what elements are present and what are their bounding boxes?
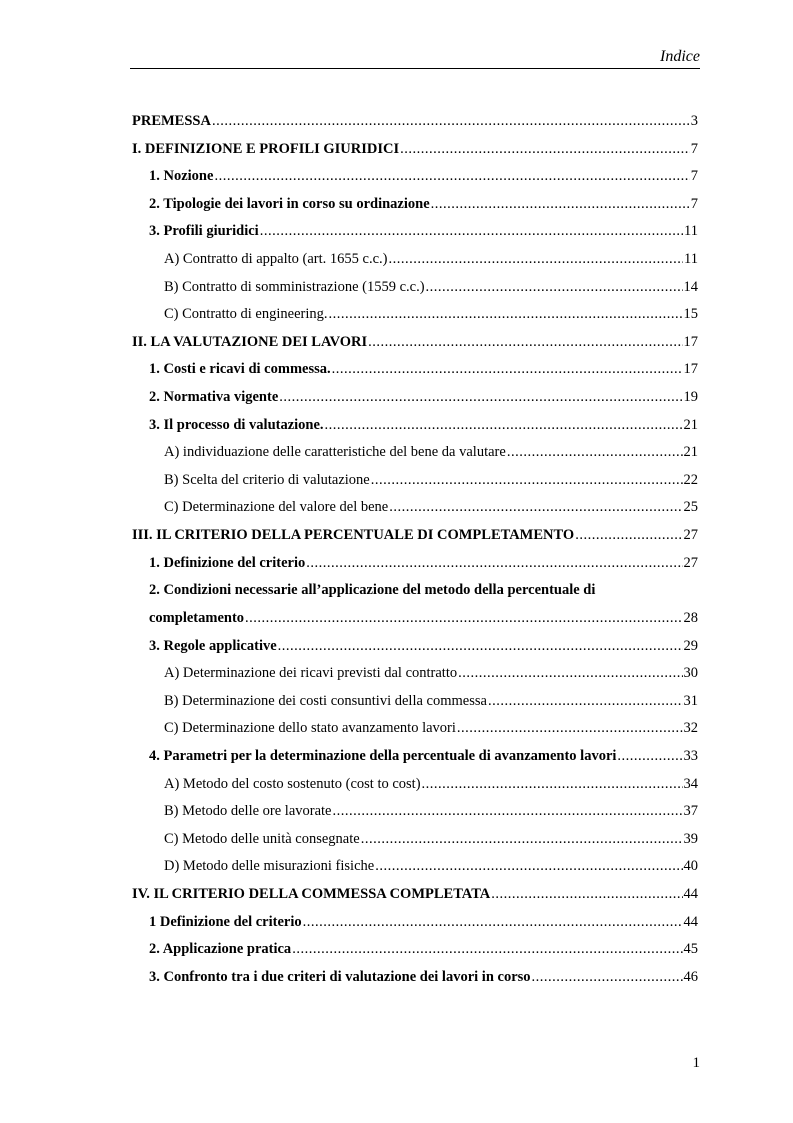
toc-entry-3-3-a[interactable] xyxy=(132,660,698,688)
toc-entry-page: 44 xyxy=(683,913,698,930)
toc-entry-1-1[interactable] xyxy=(132,163,698,191)
toc-entry-1-3-c[interactable] xyxy=(132,301,698,329)
toc-entry-page: 46 xyxy=(683,968,698,985)
dot-leader xyxy=(575,522,682,550)
toc-entry-3-3-c[interactable] xyxy=(132,715,698,743)
toc-entry-page: 21 xyxy=(683,416,698,433)
toc-entry-title: C) Determinazione del valore del bene xyxy=(164,499,389,516)
toc-entry-title: 2. Applicazione pratica xyxy=(149,941,292,958)
toc-entry-title: D) Metodo delle misurazioni fisiche xyxy=(164,858,375,875)
toc-entry-title: 1 Definizione del criterio xyxy=(149,913,302,930)
toc-entry-1-2[interactable] xyxy=(132,191,698,219)
toc-entry-3-1[interactable] xyxy=(132,550,698,578)
dot-leader xyxy=(214,163,689,191)
toc-entry-page: 7 xyxy=(690,140,698,157)
dot-leader xyxy=(245,605,682,633)
dot-leader xyxy=(388,246,683,274)
dot-leader xyxy=(389,494,682,522)
toc-entry-title: 1. Costi e ricavi di commessa. xyxy=(149,361,331,378)
toc-entry-3-2-line2[interactable] xyxy=(132,605,698,633)
toc-entry-3-2-line1[interactable] xyxy=(132,577,698,605)
toc-entry-title: 1. Nozione xyxy=(149,168,214,185)
toc-entry-title: PREMESSA xyxy=(132,113,211,129)
toc-entry-2-1[interactable] xyxy=(132,356,698,384)
toc-entry-2-3[interactable] xyxy=(132,412,698,440)
toc-entry-page: 32 xyxy=(683,720,698,737)
toc-entry-title: 3. Regole applicative xyxy=(149,637,277,654)
toc-entry-title: A) Contratto di appalto (art. 1655 c.c.) xyxy=(164,250,388,267)
toc-entry-page: 39 xyxy=(683,830,698,847)
toc-entry-page: 31 xyxy=(683,692,698,709)
toc-entry-3-3[interactable] xyxy=(132,633,698,661)
toc-entry-title: B) Scelta del criterio di valutazione xyxy=(164,471,370,488)
toc-entry-title: I. DEFINIZIONE E PROFILI GIURIDICI xyxy=(132,140,400,157)
toc-entry-title: 2. Tipologie dei lavori in corso su ordinazione xyxy=(149,195,430,212)
dot-leader xyxy=(325,412,683,440)
dot-leader xyxy=(458,660,682,688)
toc-entry-chapter-4[interactable] xyxy=(132,881,698,909)
toc-entry-chapter-1[interactable] xyxy=(132,136,698,164)
dot-leader xyxy=(368,329,682,357)
toc-entry-page: 7 xyxy=(690,195,698,212)
dot-leader xyxy=(507,439,683,467)
toc-entry-title: completamento xyxy=(149,609,245,626)
dot-leader xyxy=(400,136,690,164)
toc-entry-chapter-3[interactable] xyxy=(132,522,698,550)
toc-entry-page: 34 xyxy=(683,775,698,792)
toc-entry-1-3-b[interactable] xyxy=(132,274,698,302)
toc-entry-page: 14 xyxy=(683,278,698,295)
dot-leader xyxy=(279,384,682,412)
toc-entry-page: 30 xyxy=(683,665,698,682)
toc-entry-3-4-b[interactable] xyxy=(132,798,698,826)
dot-leader xyxy=(306,550,682,578)
dot-leader xyxy=(488,688,683,716)
toc-entry-3-4-d[interactable] xyxy=(132,853,698,881)
toc-entry-title: 2. Condizioni necessarie all’applicazione del metodo della percentuale di xyxy=(149,582,596,599)
toc-entry-title: 2. Normativa vigente xyxy=(149,388,279,405)
toc-entry-page: 28 xyxy=(683,609,698,626)
toc-entry-3-3-b[interactable] xyxy=(132,688,698,716)
toc-entry-title: B) Determinazione dei costi consuntivi della commessa xyxy=(164,692,487,709)
toc-entry-title: II. LA VALUTAZIONE DEI LAVORI xyxy=(132,333,368,350)
toc-entry-page: 7 xyxy=(690,168,698,185)
toc-entry-title: C) Contratto di engineering. xyxy=(164,306,328,323)
toc-entry-page: 22 xyxy=(683,471,698,488)
toc-entry-title: 4. Parametri per la determinazione della percentuale di avanzamento lavori xyxy=(149,748,617,765)
toc-entry-page: 27 xyxy=(683,526,698,543)
toc-entry-title: C) Determinazione dello stato avanzamento lavori xyxy=(164,720,456,737)
toc-entry-page: 25 xyxy=(683,499,698,516)
toc-entry-title: III. IL CRITERIO DELLA PERCENTUALE DI COMPLETAMENTO xyxy=(132,526,575,543)
toc-entry-chapter-2[interactable] xyxy=(132,329,698,357)
toc-entry-page: 44 xyxy=(683,886,698,903)
toc-entry-page: 11 xyxy=(684,223,698,240)
toc-entry-3-4-a[interactable] xyxy=(132,771,698,799)
toc-entry-page: 19 xyxy=(683,388,698,405)
dot-leader xyxy=(292,936,682,964)
toc-entry-title: 3. Confronto tra i due criteri di valutazione dei lavori in corso xyxy=(149,968,531,985)
dot-leader xyxy=(371,467,683,495)
toc-entry-page: 45 xyxy=(683,941,698,958)
toc-entry-page: 17 xyxy=(683,361,698,378)
toc-entry-3-4[interactable] xyxy=(132,743,698,771)
toc-entry-1-3[interactable] xyxy=(132,218,698,246)
dot-leader xyxy=(278,633,683,661)
toc-entry-4-1[interactable] xyxy=(132,909,698,937)
toc-entry-premessa[interactable] xyxy=(132,108,698,136)
toc-entry-page: 27 xyxy=(683,554,698,571)
toc-entry-2-2[interactable] xyxy=(132,384,698,412)
dot-leader xyxy=(361,826,683,854)
table-of-contents xyxy=(132,108,698,991)
toc-entry-3-4-c[interactable] xyxy=(132,826,698,854)
dot-leader xyxy=(426,274,683,302)
dot-leader xyxy=(375,853,682,881)
toc-entry-title: B) Metodo delle ore lavorate xyxy=(164,803,332,820)
page-header xyxy=(130,46,700,69)
dot-leader xyxy=(332,356,683,384)
toc-entry-title: 3. Profili giuridici xyxy=(149,223,259,240)
toc-entry-page: 40 xyxy=(683,858,698,875)
toc-entry-page: 3 xyxy=(690,113,698,129)
toc-entry-page: 11 xyxy=(684,250,698,267)
page-number: 1 xyxy=(692,1055,700,1071)
toc-entry-page: 29 xyxy=(683,637,698,654)
toc-entry-page: 37 xyxy=(683,803,698,820)
toc-entry-title: C) Metodo delle unità consegnate xyxy=(164,830,360,847)
toc-entry-2-3-b[interactable] xyxy=(132,467,698,495)
toc-entry-page: 21 xyxy=(683,444,698,461)
header-title: Indice xyxy=(660,48,700,65)
toc-entry-title: A) Metodo del costo sostenuto (cost to cost) xyxy=(164,775,421,792)
toc-entry-4-3[interactable] xyxy=(132,964,698,992)
toc-entry-title: A) Determinazione dei ricavi previsti dal contratto xyxy=(164,665,458,682)
dot-leader xyxy=(422,771,683,799)
dot-leader xyxy=(617,743,682,771)
toc-entry-title: 3. Il processo di valutazione. xyxy=(149,416,324,433)
toc-entry-title: A) individuazione delle caratteristiche del bene da valutare xyxy=(164,444,506,461)
dot-leader xyxy=(303,909,683,937)
dot-leader xyxy=(260,218,683,246)
dot-leader xyxy=(333,798,683,826)
dot-leader xyxy=(491,881,682,909)
toc-entry-page: 33 xyxy=(683,748,698,765)
toc-entry-1-3-a[interactable] xyxy=(132,246,698,274)
dot-leader xyxy=(431,191,690,219)
toc-entry-2-3-a[interactable] xyxy=(132,439,698,467)
dot-leader xyxy=(457,715,683,743)
toc-entry-title: B) Contratto di somministrazione (1559 c.c.) xyxy=(164,278,425,295)
toc-entry-page: 17 xyxy=(683,333,698,350)
toc-entry-page: 15 xyxy=(683,306,698,323)
toc-entry-2-3-c[interactable] xyxy=(132,494,698,522)
dot-leader xyxy=(532,964,683,992)
dot-leader xyxy=(212,108,690,136)
toc-entry-title: IV. IL CRITERIO DELLA COMMESSA COMPLETATA xyxy=(132,886,491,903)
toc-entry-4-2[interactable] xyxy=(132,936,698,964)
dot-leader xyxy=(329,301,683,329)
toc-entry-title: 1. Definizione del criterio xyxy=(149,554,306,571)
